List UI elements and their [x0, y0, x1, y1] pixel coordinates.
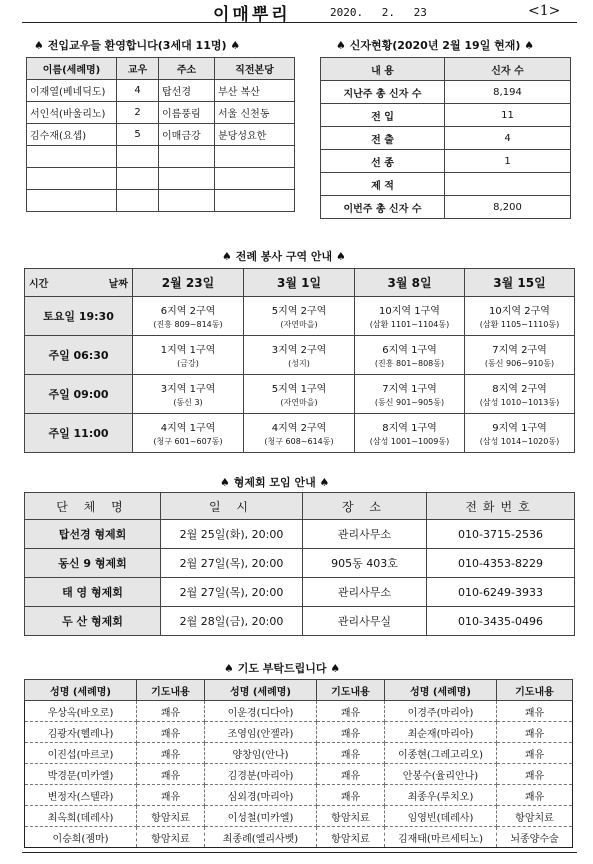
prayer-intention: 쾌유 — [137, 785, 205, 806]
district-buildings: (동신 901~905동) — [374, 398, 445, 407]
table-cell: 이재열(베네딕도) — [27, 80, 117, 102]
table-cell — [215, 168, 295, 190]
mass-time: 주일 11:00 — [25, 414, 133, 453]
table-cell: 부산 복산 — [215, 80, 295, 102]
table-row — [25, 607, 575, 636]
service-cell — [465, 414, 575, 453]
service-cell — [355, 297, 465, 336]
prayer-title: ♠ 기도 부탁드립니다 ♠ — [224, 662, 341, 675]
table-cell — [27, 146, 117, 168]
table-row — [27, 168, 295, 190]
table-cell: 관리사무소 — [303, 520, 427, 549]
header-rule — [22, 22, 577, 23]
prayer-intention: 쾌유 — [137, 764, 205, 785]
prayer-intention: 쾌유 — [317, 701, 385, 722]
date-header: 3월 15일 — [465, 269, 575, 297]
person-name: 임영빈(데레사) — [385, 806, 497, 827]
person-name: 양창임(안나) — [205, 743, 317, 764]
column-header: 기도내용 — [317, 680, 385, 701]
service-cell — [465, 297, 575, 336]
district-buildings: (동신 906~910동) — [484, 359, 555, 368]
group-name: 태 영 형제회 — [25, 578, 161, 607]
stat-value: 11 — [445, 104, 571, 127]
page-number: <1> — [528, 3, 561, 19]
district-name: 9지역 1구역 — [492, 423, 547, 434]
corner-time-label: 시간 — [29, 279, 49, 290]
corner-date-label: 날짜 — [108, 279, 128, 290]
table-cell: 010-4353-8229 — [427, 549, 575, 578]
table-row — [321, 104, 571, 127]
prayer-intention: 쾌유 — [317, 764, 385, 785]
service-cell — [465, 375, 575, 414]
service-cell — [355, 336, 465, 375]
service-cell — [355, 414, 465, 453]
column-header: 일 시 — [161, 493, 303, 520]
district-name: 10지역 2구역 — [489, 306, 550, 317]
column-header: 내 용 — [321, 58, 445, 81]
person-name: 김경분(마리아) — [205, 764, 317, 785]
column-header: 전화번호 — [427, 493, 575, 520]
table-row — [27, 80, 295, 102]
stat-value: 1 — [445, 150, 571, 173]
table-row — [27, 102, 295, 124]
district-buildings: (청구 608~614동) — [264, 437, 334, 446]
prayer-intention: 항암치료 — [137, 806, 205, 827]
district-name: 5지역 2구역 — [271, 306, 327, 317]
date-header: 2월 23일 — [133, 269, 244, 297]
person-name: 박경문(미카엘) — [25, 764, 137, 785]
table-row — [321, 196, 571, 219]
district-name: 3지역 2구역 — [271, 345, 327, 356]
table-cell: 2월 27일(목), 20:00 — [161, 578, 303, 607]
meeting-title: ♠ 형제회 모임 안내 ♠ — [220, 476, 330, 489]
column-header: 신자 수 — [445, 58, 571, 81]
prayer-intention: 쾌유 — [317, 785, 385, 806]
district-name: 6지역 2구역 — [160, 306, 216, 317]
table-cell: 서울 신천동 — [215, 102, 295, 124]
group-name: 탑선경 형제회 — [25, 520, 161, 549]
service-cell — [133, 336, 244, 375]
group-name: 동신 9 형제회 — [25, 549, 161, 578]
newsletter-title: 이매뿌리 — [213, 5, 291, 25]
table-cell — [117, 146, 159, 168]
district-buildings: (자연마을) — [280, 320, 318, 329]
table-cell — [215, 146, 295, 168]
district-name: 6지역 1구역 — [382, 345, 437, 356]
table-cell: 이름풍림 — [159, 102, 215, 124]
footer-rule — [22, 852, 577, 853]
service-cell — [465, 336, 575, 375]
stat-value: 8,194 — [445, 81, 571, 104]
table-cell: 2월 27일(목), 20:00 — [161, 549, 303, 578]
person-name: 변정자(스텔라) — [25, 785, 137, 806]
column-header: 성명 (세례명) — [385, 680, 497, 701]
service-title: ♠ 전례 봉사 구역 안내 ♠ — [222, 250, 346, 263]
district-name: 7지역 1구역 — [382, 384, 437, 395]
table-cell: 2월 28일(금), 20:00 — [161, 607, 303, 636]
service-cell — [244, 336, 355, 375]
table-row — [321, 173, 571, 196]
district-buildings: (성지) — [288, 359, 310, 368]
column-header: 기도내용 — [137, 680, 205, 701]
table-row — [27, 124, 295, 146]
table-row — [25, 375, 575, 414]
district-buildings: (진흥 801~808동) — [374, 359, 445, 368]
person-name: 최종례(엘리사벳) — [205, 827, 317, 848]
prayer-intention: 뇌종양수술 — [497, 827, 573, 848]
table-cell: 이매금강 — [159, 124, 215, 146]
service-cell — [244, 375, 355, 414]
column-header: 직전본당 — [215, 58, 295, 80]
column-header: 교우 — [117, 58, 159, 80]
service-cell — [133, 297, 244, 336]
person-name: 최종우(루치오) — [385, 785, 497, 806]
mass-time: 주일 09:00 — [25, 375, 133, 414]
stat-value: 8,200 — [445, 196, 571, 219]
table-cell: 010-3435-0496 — [427, 607, 575, 636]
district-buildings: (진흥 809~814동) — [153, 320, 223, 329]
person-name: 이운경(디다아) — [205, 701, 317, 722]
believer-stats-table — [320, 57, 571, 219]
table-row — [25, 827, 573, 848]
district-buildings: (청구 601~607동) — [153, 437, 223, 446]
stat-value — [445, 173, 571, 196]
table-row — [25, 764, 573, 785]
table-cell — [117, 190, 159, 212]
district-name: 8지역 1구역 — [382, 423, 437, 434]
table-row — [25, 336, 575, 375]
service-cell — [133, 414, 244, 453]
prayer-intention: 쾌유 — [137, 743, 205, 764]
table-cell: 010-3715-2536 — [427, 520, 575, 549]
table-row — [321, 127, 571, 150]
table-cell — [159, 190, 215, 212]
district-buildings: (삼성 1010~1013동) — [479, 398, 560, 407]
district-buildings: (동신 3) — [173, 398, 203, 407]
prayer-intention: 쾌유 — [497, 785, 573, 806]
prayer-intention: 쾌유 — [137, 701, 205, 722]
district-name: 7지역 2구역 — [492, 345, 547, 356]
column-header: 이름(세례명) — [27, 58, 117, 80]
date-header: 3월 8일 — [355, 269, 465, 297]
person-name: 이성철(미카엘) — [205, 806, 317, 827]
table-cell — [27, 168, 117, 190]
district-name: 10지역 1구역 — [379, 306, 440, 317]
prayer-intention: 항암치료 — [497, 806, 573, 827]
district-buildings: (자연마을) — [280, 398, 318, 407]
stat-label: 전 출 — [321, 127, 445, 150]
table-cell: 관리사무소 — [303, 578, 427, 607]
table-cell: 2월 25일(화), 20:00 — [161, 520, 303, 549]
table-cell — [159, 168, 215, 190]
column-header: 주소 — [159, 58, 215, 80]
table-cell: 관리사무실 — [303, 607, 427, 636]
person-name: 이경주(마리아) — [385, 701, 497, 722]
table-row — [25, 806, 573, 827]
column-header: 기도내용 — [497, 680, 573, 701]
column-header: 단 체 명 — [25, 493, 161, 520]
district-name: 4지역 2구역 — [271, 423, 327, 434]
district-buildings: (삼환 1105~1110동) — [479, 320, 560, 329]
table-cell — [27, 190, 117, 212]
stat-label: 지난주 총 신자 수 — [321, 81, 445, 104]
service-cell — [355, 375, 465, 414]
new-teachers-table — [26, 57, 295, 212]
person-name: 이승희(젬마) — [25, 827, 137, 848]
stat-label: 이번주 총 신자 수 — [321, 196, 445, 219]
table-row — [321, 81, 571, 104]
prayer-intention: 쾌유 — [317, 743, 385, 764]
table-cell — [117, 168, 159, 190]
table-row — [25, 414, 575, 453]
district-buildings: (삼성 1001~1009동) — [369, 437, 450, 446]
meeting-table — [24, 492, 575, 636]
person-name: 이진섭(마르코) — [25, 743, 137, 764]
district-name: 8지역 2구역 — [492, 384, 547, 395]
table-row — [27, 190, 295, 212]
column-header: 장 소 — [303, 493, 427, 520]
table-cell: 010-6249-3933 — [427, 578, 575, 607]
date-header: 3월 1일 — [244, 269, 355, 297]
table-cell: 서인석(바울리노) — [27, 102, 117, 124]
prayer-intention: 항암치료 — [317, 827, 385, 848]
table-cell: 905동 403호 — [303, 549, 427, 578]
district-name: 3지역 1구역 — [160, 384, 216, 395]
service-cell — [133, 375, 244, 414]
service-cell — [244, 414, 355, 453]
prayer-intention: 쾌유 — [497, 701, 573, 722]
table-row — [25, 701, 573, 722]
service-cell — [244, 297, 355, 336]
table-cell: 4 — [117, 80, 159, 102]
table-row — [27, 146, 295, 168]
stat-value: 4 — [445, 127, 571, 150]
prayer-intention: 쾌유 — [497, 722, 573, 743]
table-row — [321, 150, 571, 173]
prayer-intention: 쾌유 — [497, 764, 573, 785]
table-cell: 김수재(요셉) — [27, 124, 117, 146]
new-teachers-title: ♠ 전입교우들 환영합니다(3세대 11명) ♠ — [34, 39, 241, 52]
stat-label: 제 적 — [321, 173, 445, 196]
person-name: 이종현(그레고리오) — [385, 743, 497, 764]
column-header: 성명 (세례명) — [25, 680, 137, 701]
table-row — [25, 549, 575, 578]
district-name: 5지역 1구역 — [271, 384, 327, 395]
person-name: 안봉수(율리안나) — [385, 764, 497, 785]
table-cell: 분당성요한 — [215, 124, 295, 146]
person-name: 김재태(마르세티노) — [385, 827, 497, 848]
person-name: 심외경(마리아) — [205, 785, 317, 806]
person-name: 최순재(마리아) — [385, 722, 497, 743]
prayer-intention: 쾌유 — [497, 743, 573, 764]
person-name: 최옥희(데레사) — [25, 806, 137, 827]
prayer-intention: 항암치료 — [137, 827, 205, 848]
district-name: 4지역 1구역 — [160, 423, 216, 434]
district-buildings: (삼성 1014~1020동) — [479, 437, 560, 446]
table-cell: 2 — [117, 102, 159, 124]
service-schedule-table — [24, 268, 575, 453]
prayer-intention: 쾌유 — [137, 722, 205, 743]
table-cell — [159, 146, 215, 168]
group-name: 두 산 형제회 — [25, 607, 161, 636]
mass-time: 토요일 19:30 — [25, 297, 133, 336]
prayer-table — [24, 679, 573, 848]
table-row — [25, 722, 573, 743]
table-cell: 탑선경 — [159, 80, 215, 102]
believer-stats-title: ♠ 신자현황(2020년 2월 19일 현재) ♠ — [336, 39, 535, 52]
table-row — [25, 297, 575, 336]
person-name: 우상옥(바오로) — [25, 701, 137, 722]
table-row — [25, 785, 573, 806]
person-name: 조영임(안젤라) — [205, 722, 317, 743]
district-name: 1지역 1구역 — [160, 345, 216, 356]
issue-date: 2020. 2. 23 — [330, 6, 427, 19]
person-name: 김광자(헬레나) — [25, 722, 137, 743]
table-row — [25, 578, 575, 607]
table-row — [25, 743, 573, 764]
table-cell: 5 — [117, 124, 159, 146]
column-header: 성명 (세례명) — [205, 680, 317, 701]
corner-cell — [25, 269, 133, 297]
table-row — [25, 520, 575, 549]
mass-time: 주일 06:30 — [25, 336, 133, 375]
district-buildings: (금강) — [177, 359, 199, 368]
prayer-intention: 쾌유 — [317, 722, 385, 743]
table-cell — [215, 190, 295, 212]
stat-label: 전 입 — [321, 104, 445, 127]
prayer-intention: 항암치료 — [317, 806, 385, 827]
stat-label: 선 종 — [321, 150, 445, 173]
district-buildings: (삼환 1101~1104동) — [369, 320, 450, 329]
